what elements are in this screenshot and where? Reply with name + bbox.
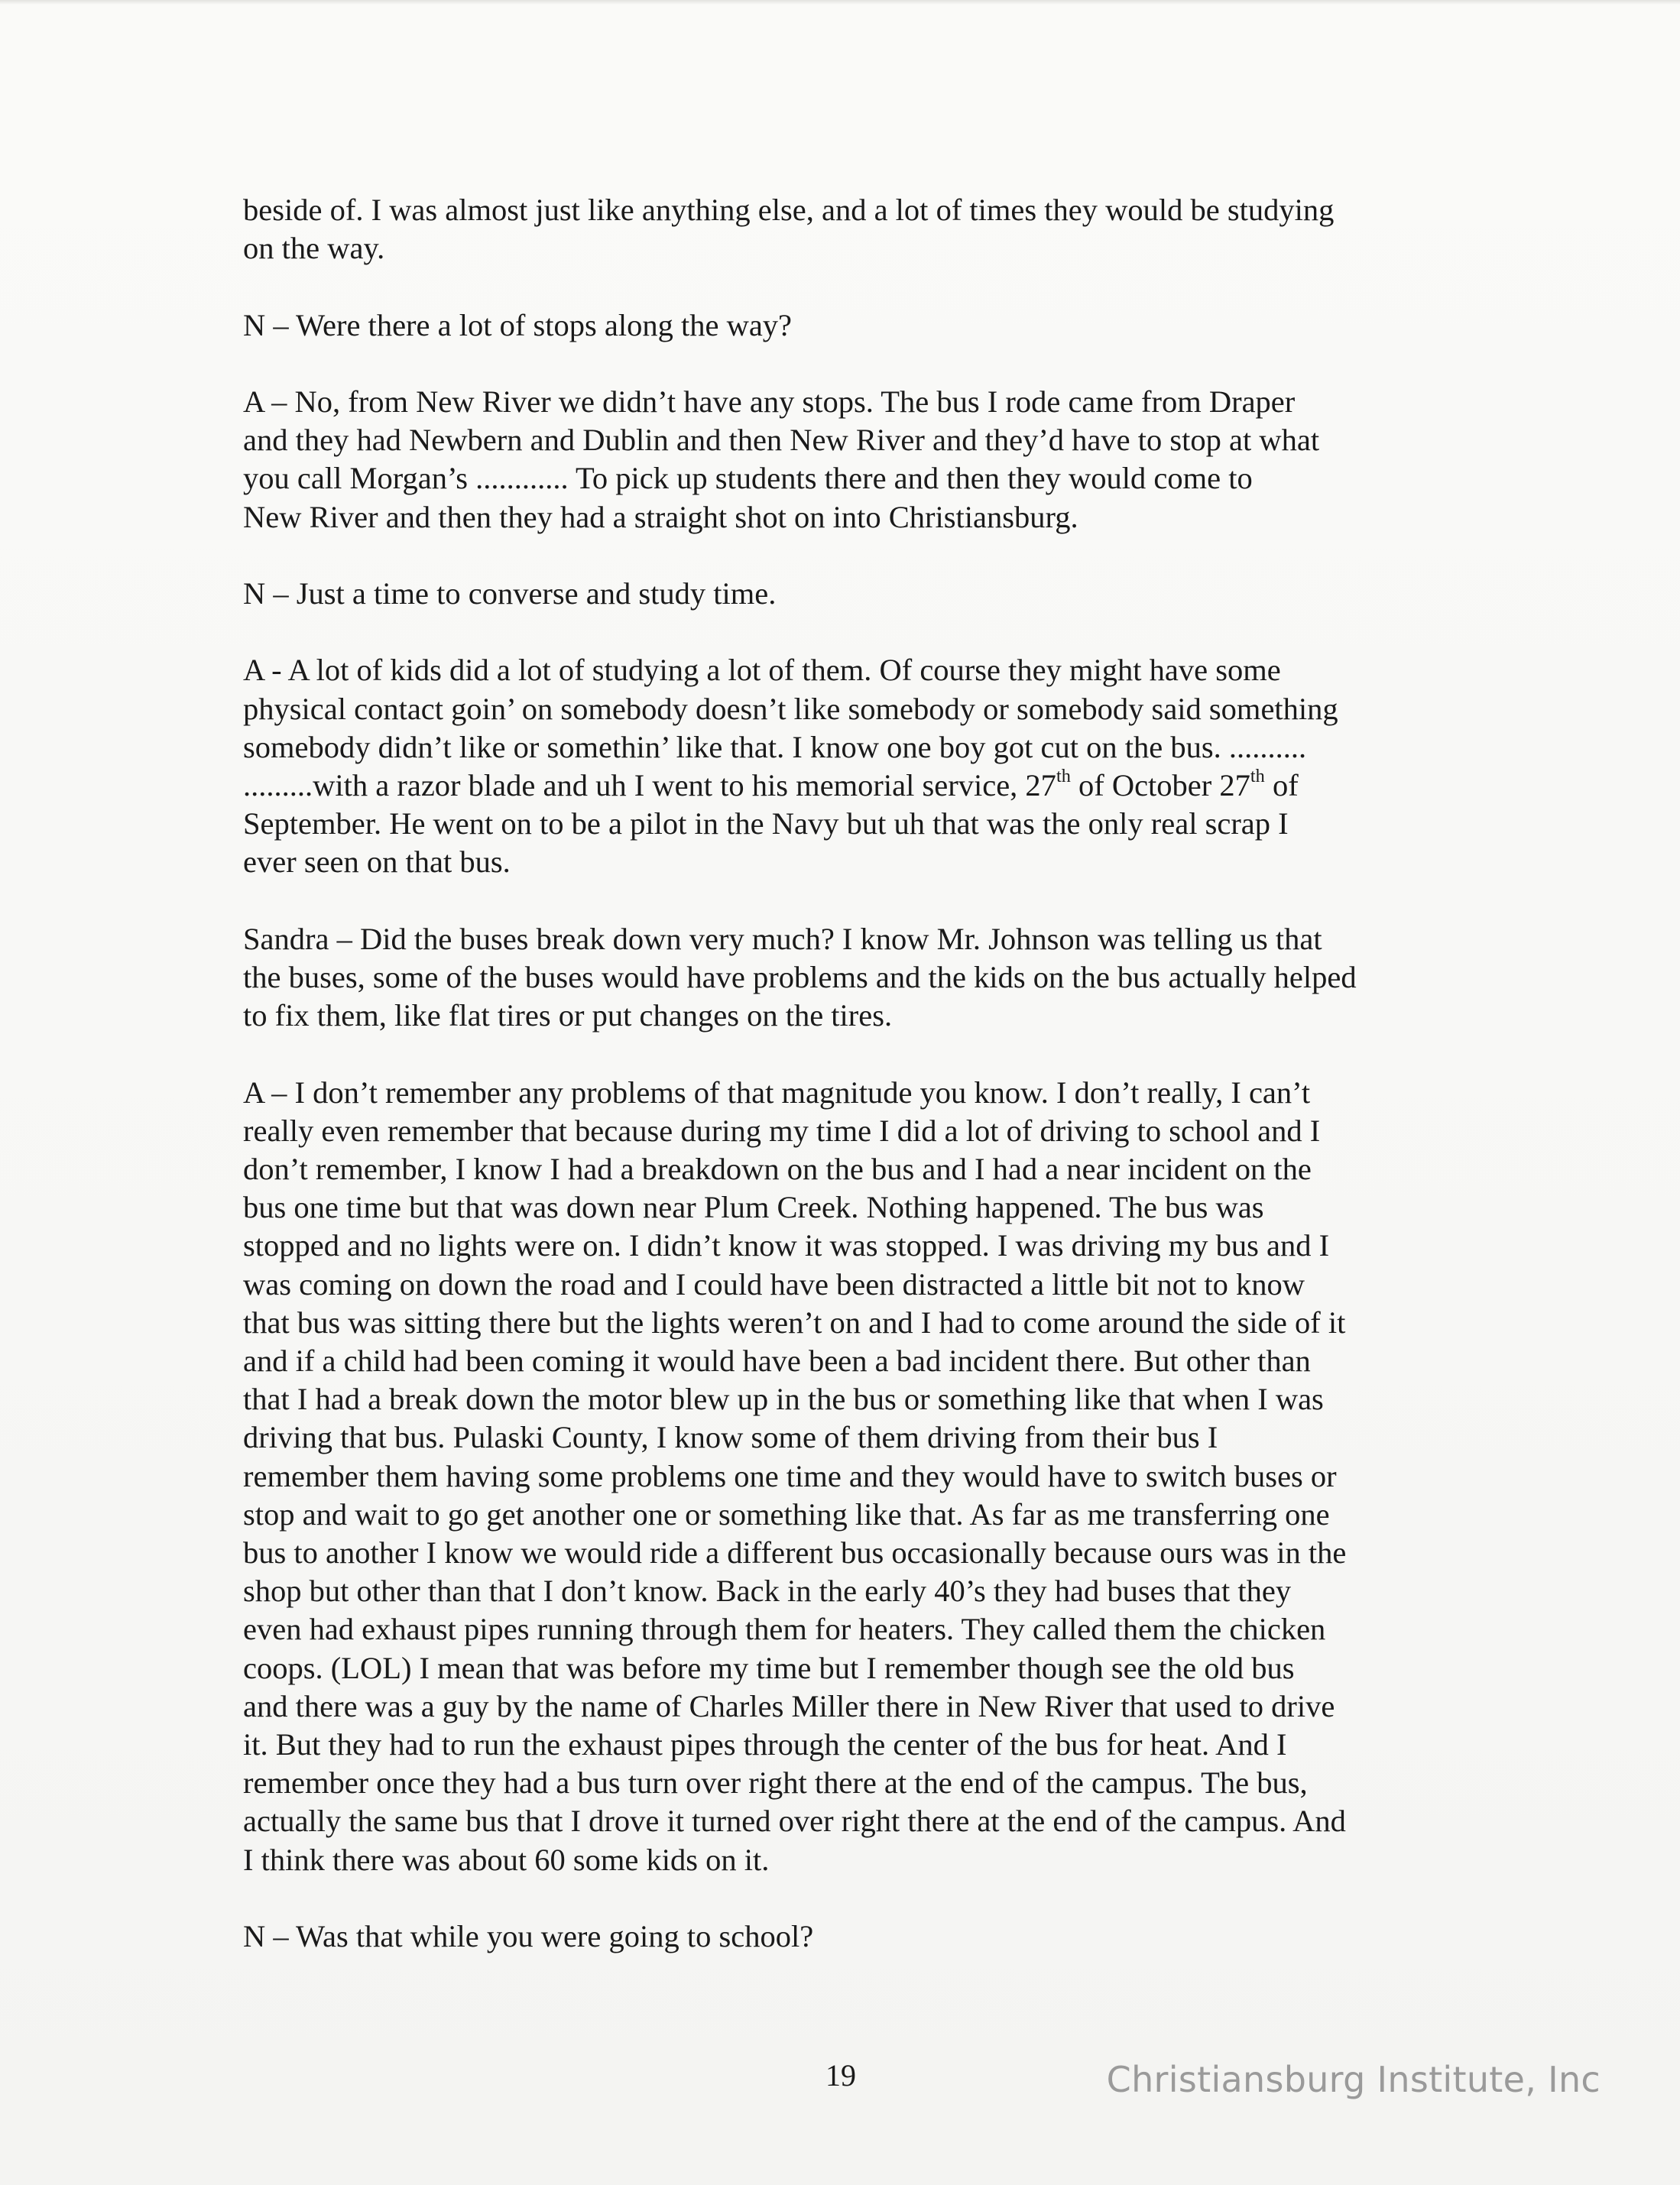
ordinal-suffix: th (1056, 765, 1071, 786)
answer-studying-lead: A - A lot of kids did a lot of studying a lot of them. Of course they might have some physical contact goin’ on somebody doesn’t like somebody or somebody said something somebody didn’t like or somethin’ like that. I know one boy got cut on the bus. .......... .........with a razor blade and uh I went to his memorial service, 27 (243, 653, 1338, 802)
transcript-body (243, 191, 1451, 1956)
answer-studying-tail: of September. He went on to be a pilot in the Navy but uh that was the only real scrap I ever seen on that bus. (243, 767, 1299, 880)
paragraph-question-stops: N – Were there a lot of stops along the way? (243, 307, 793, 342)
paragraph-question-school: N – Was that while you were going to school? (243, 1919, 814, 1954)
paragraph-question-converse: N – Just a time to converse and study time. (243, 575, 777, 611)
paragraph-answer-studying (243, 651, 1451, 881)
watermark: Christiansburg Institute, Inc (1106, 2059, 1601, 2100)
paragraph-answer-stops: A – No, from New River we didn’t have any stops. The bus I rode came from Draper and they had Newbern and Dublin and then New River and they’d have to stop at what you call Morgan’s ............ To pick up students there and then they would come to New River and then they had a straight shot on into Christiansburg. (243, 384, 1320, 534)
page-edge-shadow (0, 0, 1680, 5)
page-number: 19 (825, 2058, 856, 2093)
paragraph-answer-breakdown: A – I don’t remember any problems of that magnitude you know. I don’t really, I can’t really even remember that because during my time I did a lot of driving to school and I don’t remember, I know I had a breakdown on the bus and I had a near incident on the bus one time but that was down near Plum Creek. Nothing happened. The bus was stopped and no lights were on. I didn’t know it was stopped. I was driving my bus and I was coming on down the road and I could have been distracted a little bit not to know that bus was sitting there but the lights weren’t on and I had to come around the side of it and if a child had been coming it would have been a bad incident there. But other than that I had a break down the motor blew up in the bus or something like that when I was driving that bus. Pulaski County, I know some of them driving from their bus I remember them having some problems one time and they would have to switch buses or stop and wait to go get another one or something like that. As far as me transferring one bus to another I know we would ride a different bus occasionally because ours was in the shop but other than that I don’t know. Back in the early 40’s they had buses that they even had exhaust pipes running through them for heaters. They called them the chicken coops. (LOL) I mean that was before my time but I remember though see the old bus and there was a guy by the name of Charles Miller there in New River that used to drive it. But they had to run the exhaust pipes through the center of the bus for heat. And I remember once they had a bus turn over right there at the end of the campus. The bus, actually the same bus that I drove it turned over right there at the end of the campus. And I think there was about 60 some kids on it. (243, 1075, 1347, 1877)
answer-studying-mid: of October 27 (1070, 767, 1250, 802)
ordinal-suffix: th (1250, 765, 1265, 786)
paragraph-question-breakdown: Sandra – Did the buses break down very much? I know Mr. Johnson was telling us that the buses, some of the buses would have problems and the kids on the bus actually helped to fix them, like flat tires or put changes on the tires. (243, 921, 1357, 1033)
paragraph-continuation: beside of. I was almost just like anything else, and a lot of times they would be studying on the way. (243, 193, 1335, 266)
